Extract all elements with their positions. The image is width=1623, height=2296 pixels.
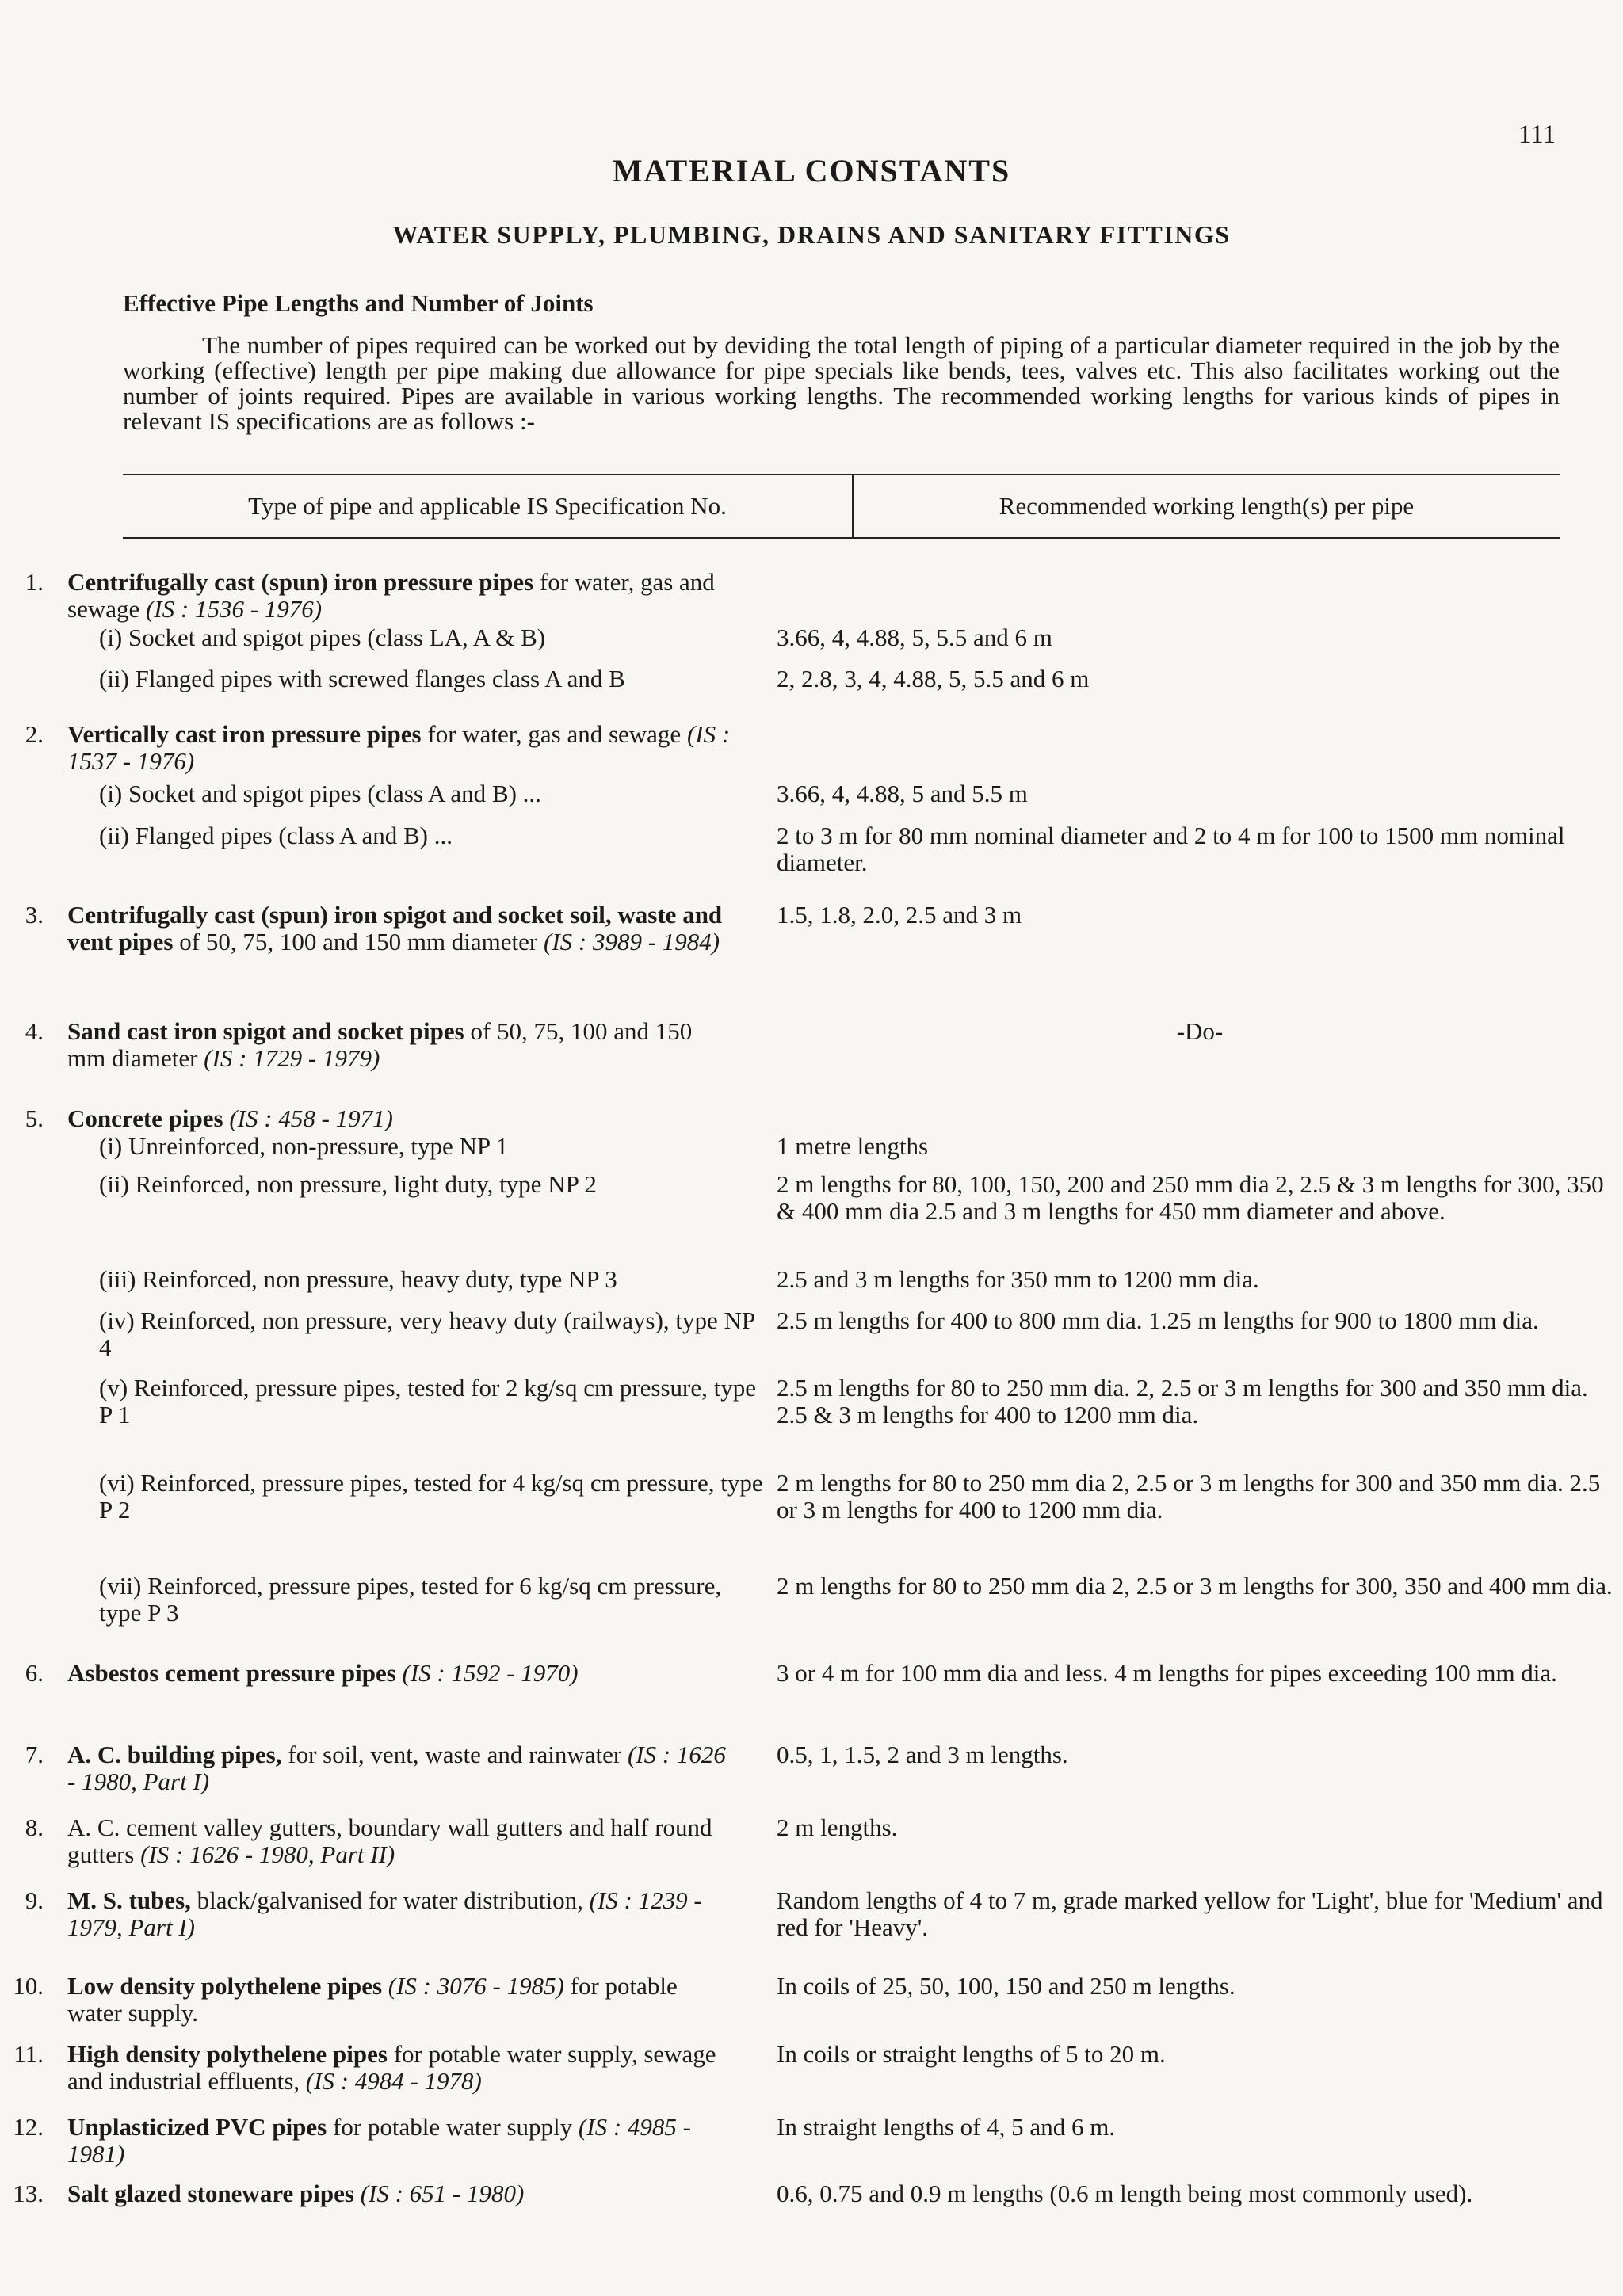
row-number: 11. <box>13 2040 44 2068</box>
sub-item-label: (vii) Reinforced, pressure pipes, tested for 6 kg/sq cm pressure, type P 3 <box>99 1572 722 1627</box>
recommended-length: 0.6, 0.75 and 0.9 m lengths (0.6 m length being most commonly used). <box>777 2180 1473 2207</box>
row-number: 7. <box>25 1741 44 1768</box>
row-description: Low density polythelene pipes (IS : 3076 - 1985) for potable water supply. <box>67 1972 678 2027</box>
section-heading: Effective Pipe Lengths and Number of Joints <box>123 289 594 317</box>
row-number: 6. <box>25 1659 44 1687</box>
recommended-length: 2 m lengths. <box>777 1814 898 1841</box>
table-header <box>123 475 1560 539</box>
row-description: Vertically cast iron pressure pipes for water, gas and sewage (IS : 1537 - 1976) <box>67 720 731 775</box>
row-description: Sand cast iron spigot and socket pipes of 50, 75, 100 and 150 mm diameter (IS : 1729 - 1979) <box>67 1017 693 1072</box>
sub-item-label: (v) Reinforced, pressure pipes, tested for 2 kg/sq cm pressure, type P 1 <box>99 1374 757 1428</box>
recommended-length: 2 m lengths for 80, 100, 150, 200 and 250 mm dia 2, 2.5 & 3 m lengths for 300, 350 & 400 mm dia 2.5 and 3 m lengths for 450 mm diameter and above. <box>777 1170 1604 1225</box>
row-number: 3. <box>25 901 44 929</box>
recommended-length: 1 metre lengths <box>777 1132 929 1160</box>
sub-item-label: (i) Socket and spigot pipes (class A and B) ... <box>99 780 541 807</box>
row-description: Concrete pipes (IS : 458 - 1971) <box>67 1104 393 1132</box>
recommended-length: In coils or straight lengths of 5 to 20 m. <box>777 2040 1166 2068</box>
recommended-length: Random lengths of 4 to 7 m, grade marked yellow for 'Light', blue for 'Medium' and red for 'Heavy'. <box>777 1886 1603 1941</box>
recommended-length: 2.5 m lengths for 400 to 800 mm dia. 1.25 m lengths for 900 to 1800 mm dia. <box>777 1306 1539 1334</box>
recommended-length: -Do- <box>1176 1017 1224 1045</box>
row-number: 8. <box>25 1814 44 1841</box>
row-description: Unplasticized PVC pipes for potable water supply (IS : 4985 - 1981) <box>67 2113 691 2168</box>
recommended-length: 2.5 and 3 m lengths for 350 mm to 1200 mm dia. <box>777 1265 1259 1293</box>
recommended-length: 2 m lengths for 80 to 250 mm dia 2, 2.5 or 3 m lengths for 300, 350 and 400 mm dia. <box>777 1572 1613 1600</box>
row-number: 10. <box>13 1972 44 2000</box>
recommended-length: 3 or 4 m for 100 mm dia and less. 4 m lengths for pipes exceeding 100 mm dia. <box>777 1659 1557 1687</box>
row-description: Asbestos cement pressure pipes (IS : 1592 - 1970) <box>67 1659 579 1687</box>
row-number: 13. <box>13 2180 44 2207</box>
page-subtitle: WATER SUPPLY, PLUMBING, DRAINS AND SANITARY FITTINGS <box>392 220 1231 249</box>
pipe-length-table <box>123 474 1560 539</box>
recommended-length: In coils of 25, 50, 100, 150 and 250 m lengths. <box>777 1972 1235 2000</box>
intro-paragraph <box>123 333 1560 434</box>
row-description: A. C. cement valley gutters, boundary wall gutters and half round gutters (IS : 1626 - 1980, Part II) <box>67 1814 712 1868</box>
row-description: Salt glazed stoneware pipes (IS : 651 - 1980) <box>67 2180 525 2207</box>
recommended-length: 3.66, 4, 4.88, 5 and 5.5 m <box>777 780 1028 807</box>
row-description: M. S. tubes, black/galvanised for water distribution, (IS : 1239 - 1979, Part I) <box>67 1886 702 1941</box>
recommended-length: 1.5, 1.8, 2.0, 2.5 and 3 m <box>777 901 1022 929</box>
page-number: 111 <box>1518 120 1556 149</box>
row-number: 5. <box>25 1104 44 1132</box>
recommended-length: 0.5, 1, 1.5, 2 and 3 m lengths. <box>777 1741 1068 1768</box>
row-number: 9. <box>25 1886 44 1914</box>
row-number: 12. <box>13 2113 44 2141</box>
intro-text: The number of pipes required can be worked out by deviding the total length of piping of a particular diameter required in the job by the working (effective) length per pipe making due allowance for pipe specials like bends, tees, valves etc. This also facilitates working out the number of joints required. Pipes are available in various working lengths. The recommended working lengths for various kinds of pipes in relevant IS specifications are as follows :- <box>123 331 1560 435</box>
recommended-length: 2, 2.8, 3, 4, 4.88, 5, 5.5 and 6 m <box>777 665 1090 692</box>
sub-item-label: (ii) Flanged pipes with screwed flanges class A and B <box>99 665 625 692</box>
sub-item-label: (ii) Reinforced, non pressure, light duty, type NP 2 <box>99 1170 597 1198</box>
row-number: 4. <box>25 1017 44 1045</box>
sub-item-label: (iv) Reinforced, non pressure, very heavy duty (railways), type NP 4 <box>99 1306 754 1361</box>
row-description: Centrifugally cast (spun) iron spigot and socket soil, waste and vent pipes of 50, 75, 100 and 150 mm diameter (IS : 3989 - 1984) <box>67 901 723 955</box>
sub-item-label: (i) Unreinforced, non-pressure, type NP 1 <box>99 1132 509 1160</box>
recommended-length: 2 m lengths for 80 to 250 mm dia 2, 2.5 or 3 m lengths for 300 and 350 mm dia. 2.5 or 3 m lengths for 400 to 1200 mm dia. <box>777 1469 1601 1524</box>
recommended-length: 3.66, 4, 4.88, 5, 5.5 and 6 m <box>777 624 1052 651</box>
recommended-length: 2 to 3 m for 80 mm nominal diameter and 2 to 4 m for 100 to 1500 mm nominal diameter. <box>777 822 1565 876</box>
header-type-of-pipe: Type of pipe and applicable IS Specification No. <box>123 475 854 537</box>
sub-item-label: (vi) Reinforced, pressure pipes, tested for 4 kg/sq cm pressure, type P 2 <box>99 1469 763 1524</box>
header-recommended-length: Recommended working length(s) per pipe <box>999 492 1415 520</box>
row-description: A. C. building pipes, for soil, vent, waste and rainwater (IS : 1626 - 1980, Part I) <box>67 1741 726 1795</box>
recommended-length: 2.5 m lengths for 80 to 250 mm dia. 2, 2.5 or 3 m lengths for 300 and 350 mm dia. 2.5 & 3 m lengths for 400 to 1200 mm dia. <box>777 1374 1588 1428</box>
sub-item-label: (ii) Flanged pipes (class A and B) ... <box>99 822 453 849</box>
row-number: 2. <box>25 720 44 748</box>
row-description: High density polythelene pipes for potable water supply, sewage and industrial effluents, (IS : 4984 - 1978) <box>67 2040 716 2095</box>
row-description: Centrifugally cast (spun) iron pressure pipes for water, gas and sewage (IS : 1536 - 1976) <box>67 568 715 623</box>
recommended-length: In straight lengths of 4, 5 and 6 m. <box>777 2113 1116 2141</box>
sub-item-label: (iii) Reinforced, non pressure, heavy duty, type NP 3 <box>99 1265 617 1293</box>
sub-item-label: (i) Socket and spigot pipes (class LA, A & B) <box>99 624 546 651</box>
page-title: MATERIAL CONSTANTS <box>612 153 1011 189</box>
row-number: 1. <box>25 568 44 596</box>
